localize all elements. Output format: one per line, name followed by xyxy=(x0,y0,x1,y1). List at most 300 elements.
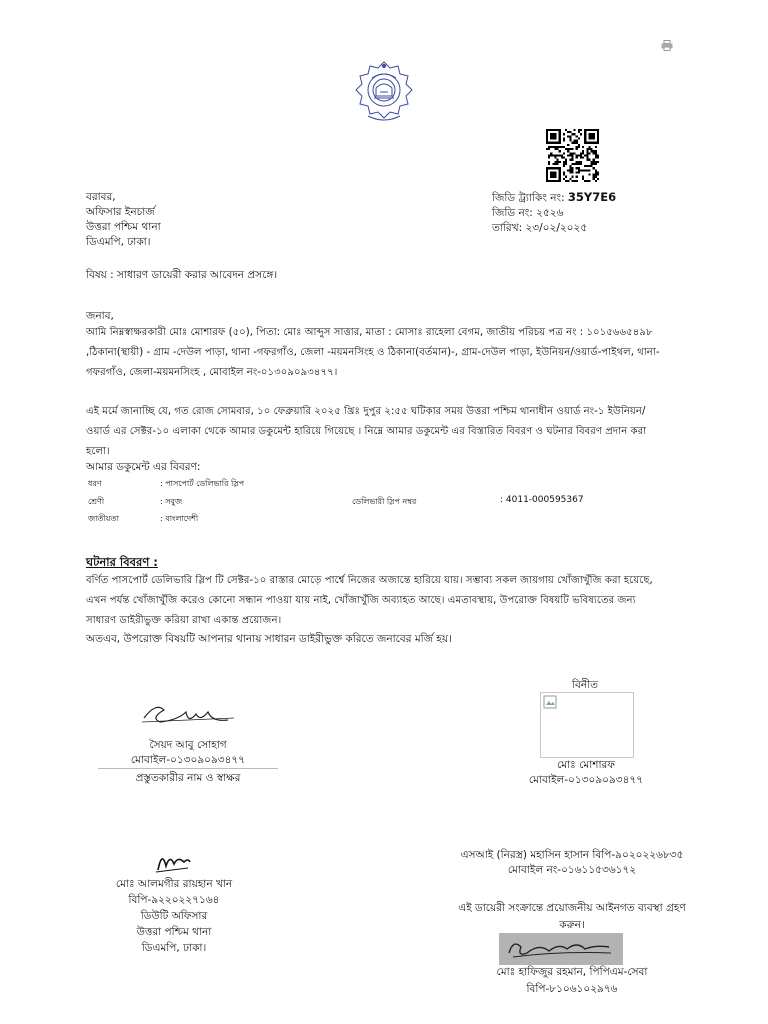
oc-block xyxy=(440,964,704,998)
qr-module xyxy=(546,178,548,180)
qr-module xyxy=(582,178,584,180)
qr-module xyxy=(552,171,554,173)
qr-module xyxy=(588,165,590,167)
qr-module xyxy=(569,167,571,169)
qr-module xyxy=(559,137,561,139)
qr-module xyxy=(554,161,556,163)
qr-module xyxy=(552,167,554,169)
duty-officer-name: মোঃ আলমগীর রায়হান খান xyxy=(115,878,233,890)
qr-module xyxy=(591,135,593,137)
qr-module xyxy=(576,157,578,159)
qr-module xyxy=(582,176,584,178)
qr-module xyxy=(578,144,580,146)
gd-info-block xyxy=(492,190,616,236)
qr-module xyxy=(559,178,561,180)
qr-module xyxy=(588,180,590,182)
intro-line: ,ঠিকানা(স্থায়ী) - গ্রাম -দেউল পাড়া, থানা -গফরগাঁও, জেলা -ময়মনসিংহ ও ঠিকানা(বর্তমান)-, গ্রাম-দেউল পাড়া, ইউনিয়ন/ওয়ার্ড-পাইথল, থানা- xyxy=(86,347,660,358)
qr-module xyxy=(591,137,593,139)
doc-slip-label: ডেলিভারী স্লিপ নম্বর xyxy=(352,497,417,506)
qr-module xyxy=(557,163,559,165)
qr-module xyxy=(563,140,565,142)
qr-module xyxy=(557,167,559,169)
qr-module xyxy=(546,176,548,178)
qr-module xyxy=(597,133,599,135)
qr-module xyxy=(571,176,573,178)
qr-module xyxy=(588,159,590,161)
qr-module xyxy=(574,180,576,182)
qr-module xyxy=(597,137,599,139)
qr-module xyxy=(552,129,554,131)
qr-module xyxy=(563,152,565,154)
incident-line: সাধারণ ডাইরীভুক্ত করিয়া রাখা একান্ত প্রয়োজন। xyxy=(86,615,282,626)
qr-module xyxy=(586,150,588,152)
qr-module xyxy=(580,152,582,154)
qr-module xyxy=(582,146,584,148)
qr-module xyxy=(563,137,565,139)
qr-module xyxy=(597,178,599,180)
qr-module xyxy=(546,148,548,150)
qr-module xyxy=(576,163,578,165)
qr-module xyxy=(550,174,552,176)
preparer-block xyxy=(118,738,258,786)
qr-module xyxy=(546,142,548,144)
qr-module xyxy=(546,140,548,142)
qr-module xyxy=(552,137,554,139)
qr-module xyxy=(588,148,590,150)
doc-slip-value: : 4011-000595367 xyxy=(500,495,584,505)
qr-module xyxy=(588,146,590,148)
qr-module xyxy=(550,137,552,139)
qr-module xyxy=(578,161,580,163)
oc-order-block xyxy=(440,900,704,934)
qr-module xyxy=(597,135,599,137)
qr-module xyxy=(567,150,569,152)
qr-module xyxy=(576,142,578,144)
qr-module xyxy=(548,154,550,156)
qr-module xyxy=(552,180,554,182)
qr-module xyxy=(563,165,565,167)
qr-module xyxy=(548,148,550,150)
qr-module xyxy=(557,146,559,148)
qr-module xyxy=(569,140,571,142)
qr-module xyxy=(595,129,597,131)
qr-module xyxy=(559,140,561,142)
qr-module xyxy=(546,133,548,135)
incident-heading: ঘটনার বিবরণ : xyxy=(86,555,158,569)
qr-module xyxy=(554,157,556,159)
qr-module xyxy=(595,180,597,182)
preparer-signature xyxy=(138,696,238,730)
qr-module xyxy=(586,148,588,150)
qr-module xyxy=(571,171,573,173)
incident-line: এখন পর্যন্ত খোঁজাখুঁজি করেও কোনো সন্ধান পাওয়া যায় নাই, খোঁজাখুঁজি অব্যাহত আছে। এমতাবস্থায়, উপরোক্ত বিষয়টি ভবিষ্যতের জন্য xyxy=(86,595,636,606)
qr-module xyxy=(591,142,593,144)
qr-module xyxy=(559,142,561,144)
duty-officer-designation: ডিউটি অফিসার xyxy=(140,910,208,922)
qr-module xyxy=(580,163,582,165)
applicant-name: মোঃ মোশারফ xyxy=(557,759,615,771)
qr-module xyxy=(546,137,548,139)
qr-module xyxy=(578,163,580,165)
qr-module xyxy=(595,154,597,156)
applicant-signature-image xyxy=(540,692,634,758)
qr-module xyxy=(546,129,548,131)
qr-module xyxy=(554,174,556,176)
qr-module xyxy=(559,167,561,169)
qr-module xyxy=(574,133,576,135)
qr-module xyxy=(563,161,565,163)
qr-module xyxy=(580,154,582,156)
qr-module xyxy=(571,159,573,161)
duty-officer-bp: বিপি-৯২২০২২৭১৬৪ xyxy=(128,894,220,906)
qr-module xyxy=(580,133,582,135)
qr-module xyxy=(554,129,556,131)
qr-module xyxy=(576,148,578,150)
qr-module xyxy=(550,129,552,131)
qr-module xyxy=(550,154,552,156)
qr-module xyxy=(554,167,556,169)
qr-module xyxy=(546,131,548,133)
qr-module xyxy=(559,161,561,163)
recipient-line: ডিএমপি, ঢাকা। xyxy=(86,236,151,248)
qr-module xyxy=(584,142,586,144)
qr-module xyxy=(554,180,556,182)
qr-module xyxy=(565,180,567,182)
qr-module xyxy=(567,135,569,137)
qr-module xyxy=(597,171,599,173)
qr-module xyxy=(559,129,561,131)
recipient-line: উত্তরা পশ্চিম থানা xyxy=(86,221,161,233)
qr-module xyxy=(563,171,565,173)
oc-order-line: করুন। xyxy=(559,919,585,931)
qr-module xyxy=(597,154,599,156)
qr-module xyxy=(559,146,561,148)
qr-module xyxy=(548,161,550,163)
qr-module xyxy=(576,146,578,148)
qr-module xyxy=(550,142,552,144)
qr-module xyxy=(550,146,552,148)
qr-module xyxy=(593,174,595,176)
qr-module xyxy=(554,146,556,148)
qr-module xyxy=(582,150,584,152)
qr-module xyxy=(593,129,595,131)
qr-module xyxy=(559,135,561,137)
qr-module xyxy=(565,159,567,161)
qr-module xyxy=(550,133,552,135)
qr-module xyxy=(563,133,565,135)
qr-module xyxy=(597,129,599,131)
qr-module xyxy=(571,152,573,154)
qr-module xyxy=(586,152,588,154)
qr-module xyxy=(571,167,573,169)
qr-module xyxy=(576,161,578,163)
qr-module xyxy=(584,135,586,137)
recipient-block xyxy=(86,190,161,250)
qr-module xyxy=(576,171,578,173)
qr-module xyxy=(574,142,576,144)
qr-module xyxy=(597,161,599,163)
qr-module xyxy=(576,135,578,137)
qr-module xyxy=(578,131,580,133)
qr-module xyxy=(563,178,565,180)
qr-module xyxy=(557,129,559,131)
qr-module xyxy=(584,169,586,171)
oc-bp: বিপি-৮১০৬১০২৯৭৬ xyxy=(526,983,618,995)
oc-signature xyxy=(499,933,623,965)
qr-module xyxy=(597,157,599,159)
doc-nationality-value: : বাংলাদেশী xyxy=(160,514,199,523)
qr-module xyxy=(593,163,595,165)
doc-class-label: শ্রেণী xyxy=(88,497,105,506)
closing-request: অতএব, উপরোক্ত বিষয়টি আপনার থানায় সাধারন ডাইরীভুক্ত করিতে জনাবের মর্জি হয়। xyxy=(86,633,452,645)
qr-module xyxy=(586,142,588,144)
applicant-mobile: মোবাইল-০১৩০৯০৯৩৪৭৭ xyxy=(528,774,644,786)
qr-module xyxy=(588,133,590,135)
qr-module xyxy=(563,157,565,159)
qr-module xyxy=(548,146,550,148)
qr-module xyxy=(597,140,599,142)
qr-module xyxy=(576,180,578,182)
qr-module xyxy=(595,150,597,152)
qr-module xyxy=(563,174,565,176)
statement-paragraph xyxy=(86,402,646,462)
qr-module xyxy=(552,154,554,156)
qr-module xyxy=(588,129,590,131)
qr-module xyxy=(578,129,580,131)
qr-module xyxy=(597,174,599,176)
qr-module xyxy=(567,131,569,133)
duty-officer-block xyxy=(104,876,244,956)
qr-module xyxy=(557,180,559,182)
qr-module xyxy=(552,142,554,144)
intro-paragraph xyxy=(86,323,660,383)
qr-module xyxy=(554,154,556,156)
qr-module xyxy=(554,148,556,150)
qr-module xyxy=(582,169,584,171)
qr-module xyxy=(595,146,597,148)
qr-module xyxy=(546,135,548,137)
qr-module xyxy=(586,169,588,171)
qr-module xyxy=(593,135,595,137)
qr-module xyxy=(559,171,561,173)
qr-module xyxy=(584,129,586,131)
document-details-heading: আমার ডকুমেন্ট এর বিবরণ: xyxy=(86,461,201,473)
statement-line: হলো। xyxy=(86,446,110,457)
qr-module xyxy=(584,131,586,133)
intro-line: গফরগাঁও, জেলা-ময়মনসিংহ , মোবাইল নং-০১৩০৯০৯৩৪৭৭। xyxy=(86,367,338,378)
doc-class-value: : সবুজ xyxy=(160,497,183,506)
qr-module xyxy=(584,137,586,139)
qr-module xyxy=(571,133,573,135)
qr-module xyxy=(571,148,573,150)
qr-module xyxy=(595,163,597,165)
si-mobile: মোবাইল নং-০১৬১১৫৩৬১৭২ xyxy=(507,864,637,876)
qr-module xyxy=(595,161,597,163)
qr-module xyxy=(554,176,556,178)
gd-tracking-label: জিডি ট্র্যাকিং নং: xyxy=(492,192,565,204)
qr-module xyxy=(554,133,556,135)
qr-module xyxy=(554,142,556,144)
qr-module xyxy=(550,180,552,182)
qr-module xyxy=(546,169,548,171)
qr-module xyxy=(595,157,597,159)
qr-module xyxy=(569,165,571,167)
qr-module xyxy=(591,165,593,167)
printer-icon[interactable] xyxy=(661,40,673,51)
qr-module xyxy=(565,129,567,131)
intro-line: আমি নিম্নস্বাক্ষরকারী মোঃ মোশারফ (৫০), পিতা: মোঃ আব্দুস সাত্তার, মাতা : মোসাঃ রাহেলা বেগম, জাতীয় পরিচয় পত্র নং : ১০১৫৬৬৫৪৯৮ xyxy=(86,327,653,338)
qr-module xyxy=(578,171,580,173)
qr-module xyxy=(567,180,569,182)
qr-module xyxy=(557,161,559,163)
qr-module xyxy=(571,142,573,144)
qr-module xyxy=(561,157,563,159)
qr-module xyxy=(576,176,578,178)
doc-nationality-label: জাতীয়তা xyxy=(88,514,119,523)
qr-module xyxy=(586,165,588,167)
qr-module xyxy=(591,163,593,165)
qr-module xyxy=(593,176,595,178)
qr-module xyxy=(578,169,580,171)
qr-module xyxy=(593,150,595,152)
qr-module xyxy=(591,129,593,131)
qr-module xyxy=(586,180,588,182)
qr-module xyxy=(569,171,571,173)
qr-module xyxy=(591,150,593,152)
qr-module xyxy=(574,163,576,165)
qr-module xyxy=(552,146,554,148)
qr-module xyxy=(548,180,550,182)
qr-module xyxy=(569,152,571,154)
qr-module xyxy=(593,178,595,180)
qr-module xyxy=(563,146,565,148)
qr-module xyxy=(569,169,571,171)
qr-module xyxy=(595,142,597,144)
qr-module xyxy=(571,169,573,171)
qr-module xyxy=(548,167,550,169)
qr-module xyxy=(593,142,595,144)
qr-module xyxy=(571,154,573,156)
statement-line: এই মর্মে জানাচ্ছি যে, গত রোজ সোমবার, ১০ ফেব্রুয়ারি ২০২৫ খ্রিঃ দুপুর ২:৫৫ ঘটিকার সময় উত্তরা পশ্চিম থানাধীন ওয়ার্ড নং-১ ইউনিয়ন/ xyxy=(86,406,646,417)
qr-module xyxy=(586,157,588,159)
qr-module xyxy=(584,133,586,135)
qr-module xyxy=(588,135,590,137)
qr-module xyxy=(578,146,580,148)
qr-module xyxy=(580,129,582,131)
recipient-line: বরাবর, xyxy=(86,191,116,203)
qr-module xyxy=(569,131,571,133)
qr-module xyxy=(593,159,595,161)
qr-module xyxy=(567,144,569,146)
qr-module xyxy=(597,131,599,133)
qr-module xyxy=(557,142,559,144)
qr-module xyxy=(554,137,556,139)
qr-module xyxy=(593,161,595,163)
duty-officer-station: উত্তরা পশ্চিম থানা xyxy=(136,926,212,938)
qr-module xyxy=(559,174,561,176)
qr-module xyxy=(567,154,569,156)
qr-module xyxy=(595,174,597,176)
qr-module xyxy=(569,137,571,139)
preparer-mobile: মোবাইল-০১৩০৯০৯৩৪৭৭ xyxy=(98,753,278,769)
qr-module xyxy=(546,180,548,182)
incident-paragraph xyxy=(86,571,653,631)
qr-module xyxy=(591,161,593,163)
applicant-closing: বিনীত xyxy=(572,679,598,691)
qr-code xyxy=(546,129,599,182)
qr-module xyxy=(559,131,561,133)
qr-module xyxy=(552,174,554,176)
oc-name: মোঃ হাফিজুর রহমান, পিপিএম-সেবা xyxy=(496,966,648,978)
qr-module xyxy=(546,167,548,169)
qr-module xyxy=(593,167,595,169)
qr-module xyxy=(591,133,593,135)
qr-module xyxy=(576,140,578,142)
qr-module xyxy=(578,167,580,169)
qr-module xyxy=(586,154,588,156)
qr-module xyxy=(595,169,597,171)
qr-module xyxy=(569,135,571,137)
qr-module xyxy=(552,176,554,178)
qr-module xyxy=(576,167,578,169)
qr-module xyxy=(578,137,580,139)
recipient-line: অফিসার ইনচার্জ xyxy=(86,206,155,218)
qr-module xyxy=(550,171,552,173)
police-emblem xyxy=(350,58,418,126)
qr-module xyxy=(565,161,567,163)
qr-module xyxy=(557,154,559,156)
qr-module xyxy=(559,154,561,156)
qr-module xyxy=(595,171,597,173)
qr-module xyxy=(546,171,548,173)
qr-module xyxy=(588,152,590,154)
qr-module xyxy=(588,137,590,139)
qr-module xyxy=(574,152,576,154)
preparer-caption: প্রস্তুতকারীর নাম ও স্বাক্ষর xyxy=(135,772,241,784)
qr-module xyxy=(584,140,586,142)
qr-module xyxy=(559,180,561,182)
qr-module xyxy=(569,148,571,150)
doc-type-value: : পাসপোর্ট ডেলিভারি স্লিপ xyxy=(160,479,245,488)
qr-module xyxy=(548,163,550,165)
qr-module xyxy=(559,133,561,135)
qr-module xyxy=(580,157,582,159)
si-name-bp: এসআই (নিরস্ত্র) মহাসিন হাসান বিপি-৯০২০২২৬৮৩৫ xyxy=(460,849,684,861)
qr-module xyxy=(588,142,590,144)
qr-module xyxy=(565,163,567,165)
gd-number: জিডি নং: ২৫২৬ xyxy=(492,207,564,219)
gd-date: তারিখ: ২৩/০২/২০২৫ xyxy=(492,222,588,234)
qr-module xyxy=(559,150,561,152)
subject-line: বিষয় : সাধারণ ডায়েরী করার আবেদন প্রসঙ্গে। xyxy=(86,269,278,281)
qr-module xyxy=(584,154,586,156)
statement-line: ওয়ার্ড এর সেক্টর-১০ এলাকা থেকে আমার ডকুমেন্ট হারিয়ে গিয়েছে । নিম্নে আমার ডকুমেন্ট এর বিস্তারিত বিবরণ ও ঘটনার বিবরণ প্রদান করা xyxy=(86,426,647,437)
duty-officer-unit: ডিএমপি, ঢাকা। xyxy=(141,942,207,954)
qr-module xyxy=(584,165,586,167)
qr-module xyxy=(565,148,567,150)
preparer-name: সৈয়দ আবু সোহাগ xyxy=(149,739,227,751)
doc-type-label: ধরণ xyxy=(88,479,102,488)
qr-module xyxy=(586,129,588,131)
qr-module xyxy=(546,174,548,176)
qr-module xyxy=(591,148,593,150)
qr-module xyxy=(588,169,590,171)
qr-module xyxy=(567,148,569,150)
qr-module xyxy=(576,154,578,156)
qr-module xyxy=(567,169,569,171)
applicant-block xyxy=(516,758,656,788)
qr-module xyxy=(550,176,552,178)
